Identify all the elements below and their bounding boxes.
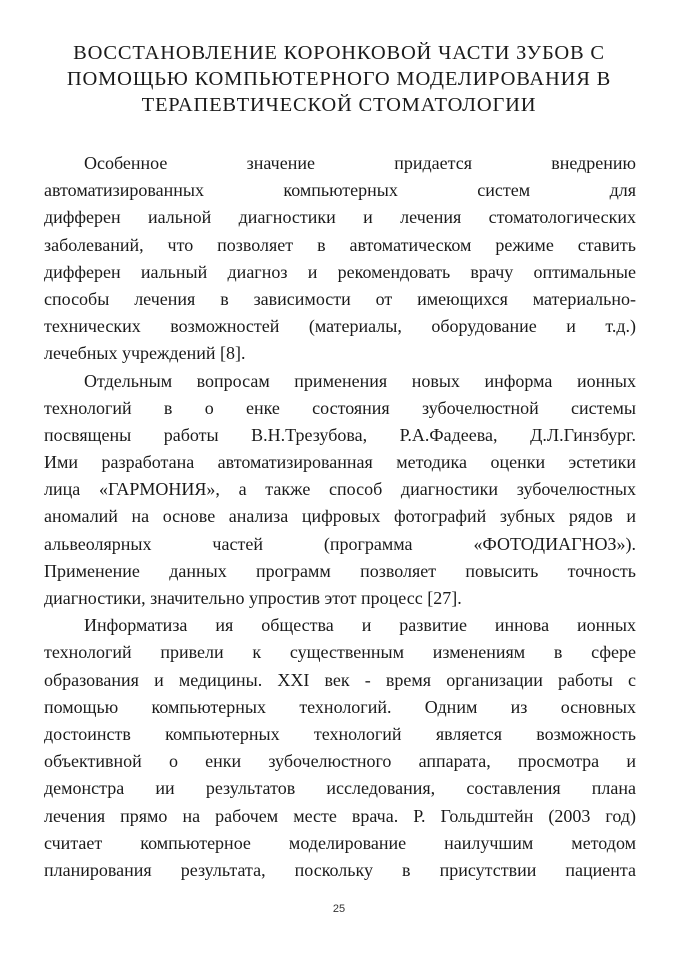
text-line: альвеолярных частей (программа «ФОТОДИАГНОЗ»). (44, 533, 636, 554)
text-line: Информатиза ия общества и развитие иннова ионных (84, 615, 636, 636)
text-line: технологий привели к существенным изменениям в сфере (44, 642, 636, 663)
text-line: демонстра ии результатов исследования, составления плана (44, 778, 636, 799)
text-line: дифферен иальный диагноз и рекомендовать врачу оптимальные (44, 261, 636, 282)
text-line: считает компьютерное моделирование наилучшим методом (44, 832, 636, 853)
text-line: технических возможностей (материалы, оборудование и т.д.) (44, 316, 636, 337)
text-line: Применение данных программ позволяет повысить точность (44, 560, 636, 581)
text-line: Отдельным вопросам применения новых информа ионных (84, 370, 636, 391)
title-line: ПОМОЩЬЮ КОМПЬЮТЕРНОГО МОДЕЛИРОВАНИЯ В (66, 68, 612, 90)
text-line: технологий в о енке состояния зубочелюстной системы (44, 397, 636, 418)
text-line: способы лечения в зависимости от имеющихся материально- (44, 288, 636, 309)
text-line: лечебных учреждений [8]. (44, 343, 246, 364)
text-line: Особенное значение придается внедрению (84, 153, 636, 173)
text-line: диагностики, значительно упростив этот процесс [27]. (44, 588, 462, 608)
text-line: планирования результата, поскольку в присутствии пациента (44, 859, 636, 880)
document-title (40, 40, 638, 118)
title-line: ВОССТАНОВЛЕНИЕ КОРОНКОВОЙ ЧАСТИ ЗУБОВ С (73, 42, 605, 64)
paragraph (44, 368, 636, 613)
document-body (44, 150, 636, 884)
text-line: образования и медицины. XXI век - время организации работы с (44, 669, 636, 690)
text-line: автоматизированных компьютерных систем для (44, 180, 636, 201)
text-line: посвящены работы В.Н.Трезубова, Р.А.Фадеева, Д.Л.Гинзбург. (44, 424, 636, 445)
title-line: ТЕРАПЕВТИЧЕСКОЙ СТОМАТОЛОГИИ (141, 94, 537, 116)
text-line: помощью компьютерных технологий. Одним из основных (44, 696, 636, 717)
text-line: аномалий на основе анализа цифровых фотографий зубных рядов и (44, 506, 636, 527)
text-line: лечения прямо на рабочем месте врача. Р. Гольдштейн (2003 год) (44, 805, 636, 826)
text-line: объективной о енки зубочелюстного аппарата, просмотра и (44, 751, 636, 772)
text-line: лица «ГАРМОНИЯ», а также способ диагностики зубочелюстных (44, 479, 636, 500)
text-line: Ими разработана автоматизированная методика оценки эстетики (44, 452, 636, 473)
text-line: дифферен иальной диагностики и лечения стоматологических (44, 207, 636, 228)
page-number: 25 (332, 903, 346, 915)
text-line: заболеваний, что позволяет в автоматическом режиме ставить (44, 234, 636, 255)
text-line: достоинств компьютерных технологий является возможность (44, 723, 636, 744)
paragraph (44, 612, 636, 884)
paragraph (44, 150, 636, 368)
